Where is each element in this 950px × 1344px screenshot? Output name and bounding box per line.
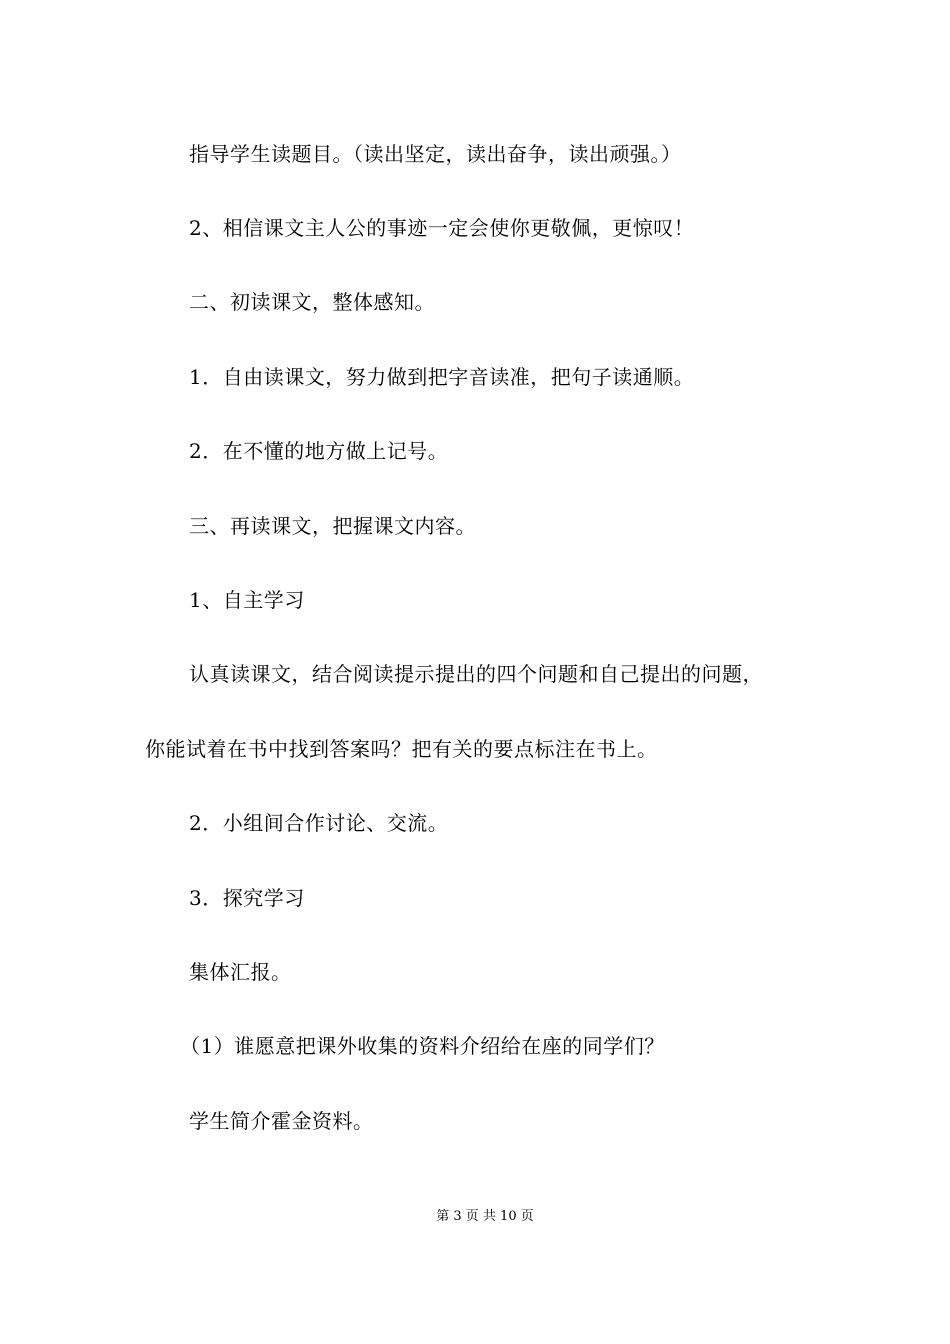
paragraph: 1、自主学习 <box>189 588 305 612</box>
paragraph-continuation: 你能试着在书中找到答案吗？把有关的要点标注在书上。 <box>145 737 658 761</box>
paragraph: 集体汇报。 <box>189 960 292 984</box>
paragraph: 认真读课文，结合阅读提示提出的四个问题和自己提出的问题， <box>189 662 763 686</box>
paragraph: 指导学生读题目。（读出坚定，读出奋争，读出顽强。） <box>189 142 682 166</box>
paragraph: 3．探究学习 <box>189 886 305 910</box>
section-heading: 二、初读课文，整体感知。 <box>189 290 435 314</box>
paragraph: 1．自由读课文，努力做到把字音读准，把句子读通顺。 <box>189 365 695 389</box>
paragraph: 2．在不懂的地方做上记号。 <box>189 439 449 463</box>
paragraph: 2．小组间合作讨论、交流。 <box>189 811 449 835</box>
paragraph: 2、相信课文主人公的事迹一定会使你更敬佩，更惊叹！ <box>189 216 695 240</box>
paragraph: 学生简介霍金资料。 <box>189 1109 374 1133</box>
paragraph: （1）谁愿意把课外收集的资料介绍给在座的同学们？ <box>180 1034 665 1058</box>
section-heading: 三、再读课文，把握课文内容。 <box>189 514 476 538</box>
page-number-footer: 第 3 页 共 10 页 <box>436 1209 534 1224</box>
